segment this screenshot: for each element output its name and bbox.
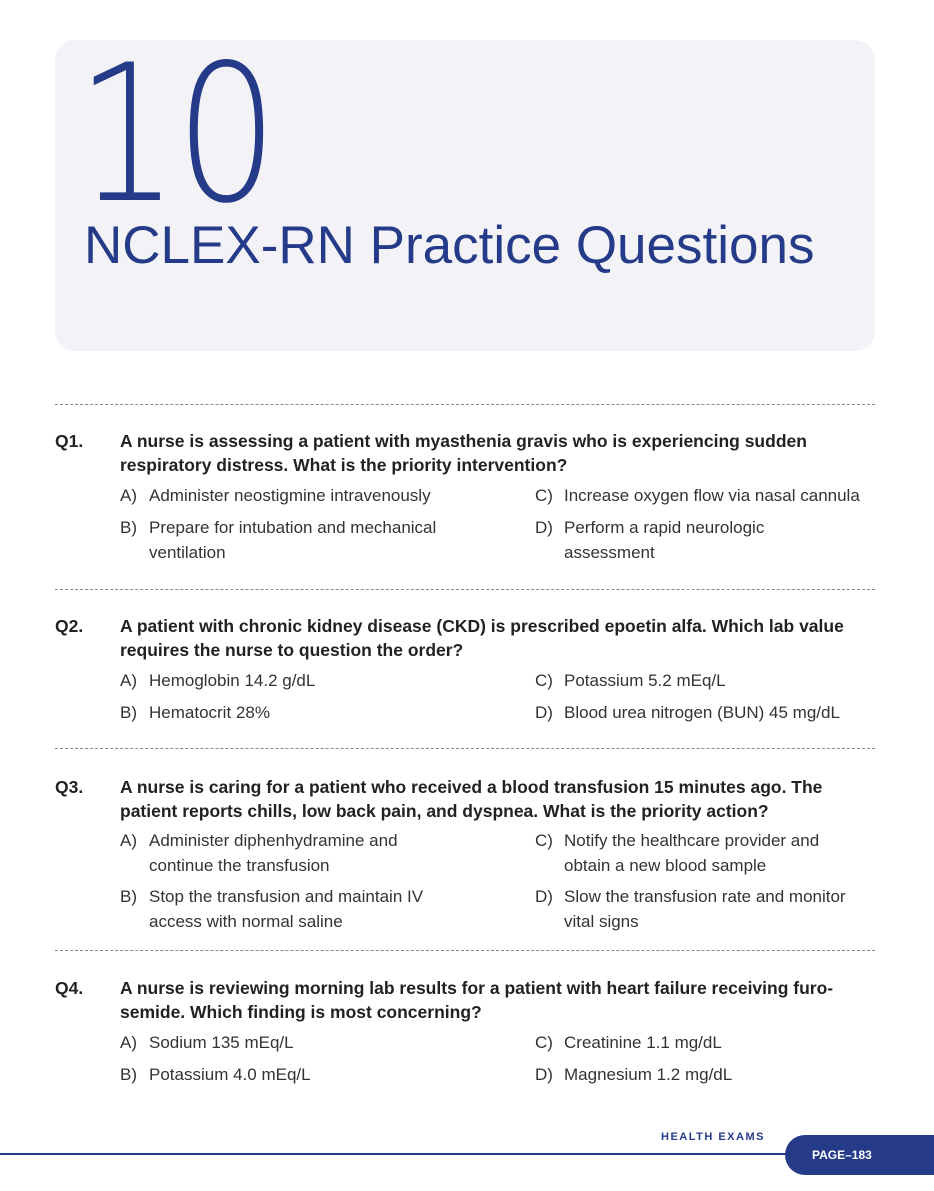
option-letter: C) [535, 1033, 553, 1052]
option-text: Potassium 5.2 mEq/L [564, 671, 726, 690]
option-text: Hemoglobin 14.2 g/dL [149, 671, 316, 690]
chapter-title: NCLEX-RN Practice Questions [84, 216, 815, 275]
option-text: Administer neostigmine intravenously [149, 486, 431, 505]
question-number: Q1. [55, 431, 84, 451]
option-letter: B) [120, 887, 137, 906]
option-text: Hematocrit 28% [149, 703, 270, 722]
option-text: Creatinine 1.1 mg/dL [564, 1033, 722, 1052]
option-letter: A) [120, 831, 137, 850]
divider [55, 404, 875, 405]
option-letter: D) [535, 518, 553, 537]
chapter-number: 10 [76, 24, 275, 245]
option-letter: C) [535, 486, 553, 505]
page-number-badge: PAGE–183 [785, 1135, 934, 1175]
option-letter: C) [535, 831, 553, 850]
option-letter: A) [120, 486, 137, 505]
question-text: A patient with chronic kidney disease (CKD) is prescribed epoetin alfa. Which lab value requires the nurse to question the order? [120, 616, 844, 660]
option-letter: B) [120, 1065, 137, 1084]
option-letter: B) [120, 518, 137, 537]
option-text: Notify the healthcare provider and obtain a new blood sample [564, 831, 820, 875]
footer-section-label: HEALTH EXAMS [661, 1131, 765, 1143]
option-text: Sodium 135 mEq/L [149, 1033, 294, 1052]
option-letter: A) [120, 671, 137, 690]
footer-rule [0, 1153, 800, 1155]
question-text: A nurse is reviewing morning lab results for a patient with heart failure receiving furo-semide. Which finding is most concerning? [120, 978, 834, 1022]
option-text: Stop the transfusion and maintain IV access with normal saline [149, 887, 424, 931]
divider [55, 589, 875, 590]
option-letter: D) [535, 887, 553, 906]
question-number: Q4. [55, 978, 84, 998]
option-letter: D) [535, 703, 553, 722]
question-text: A nurse is assessing a patient with myasthenia gravis who is experiencing sudden respiratory distress. What is the priority intervention? [120, 431, 807, 475]
option-text: Prepare for intubation and mechanical ventilation [149, 518, 437, 562]
option-text: Administer diphenhydramine and continue the transfusion [149, 831, 398, 875]
option-text: Potassium 4.0 mEq/L [149, 1065, 311, 1084]
option-text: Perform a rapid neurologic assessment [564, 518, 765, 562]
option-text: Magnesium 1.2 mg/dL [564, 1065, 733, 1084]
divider [55, 748, 875, 749]
divider [55, 950, 875, 951]
option-letter: A) [120, 1033, 137, 1052]
option-letter: C) [535, 671, 553, 690]
option-text: Slow the transfusion rate and monitor vital signs [564, 887, 846, 931]
option-letter: B) [120, 703, 137, 722]
option-letter: D) [535, 1065, 553, 1084]
question-text: A nurse is caring for a patient who received a blood transfusion 15 minutes ago. The patient reports chills, low back pain, and dyspnea. What is the priority action? [120, 777, 823, 821]
question-number: Q3. [55, 777, 84, 797]
option-text: Blood urea nitrogen (BUN) 45 mg/dL [564, 703, 840, 722]
question-number: Q2. [55, 616, 84, 636]
option-text: Increase oxygen flow via nasal cannula [564, 486, 860, 505]
